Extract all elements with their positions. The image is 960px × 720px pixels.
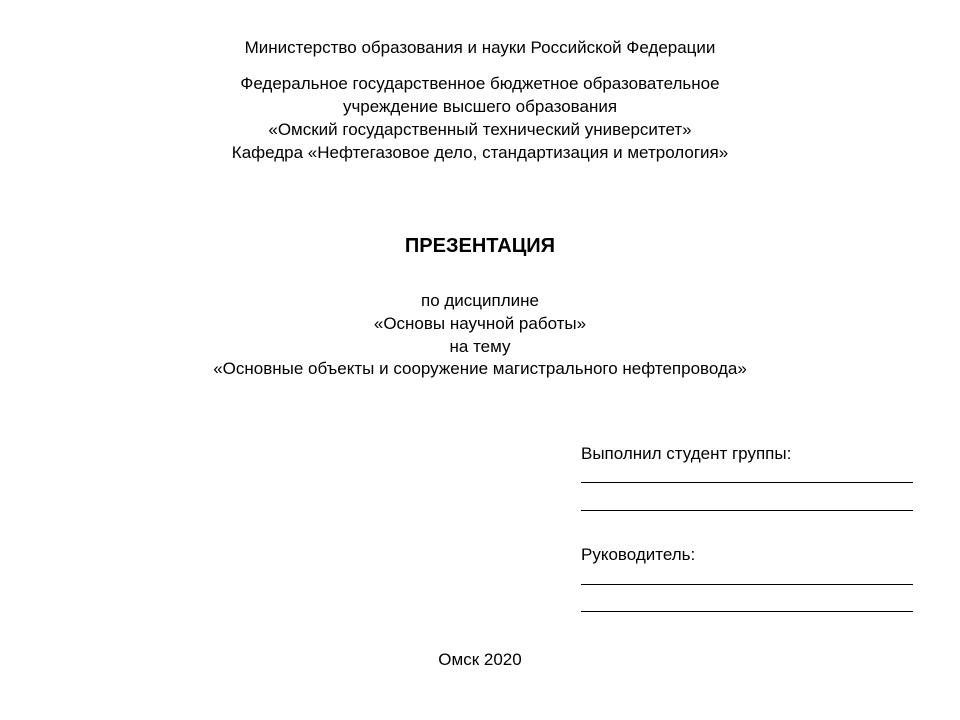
- department-name: Кафедра «Нефтегазовое дело, стандартизация и метрология»: [231, 143, 729, 162]
- city-year: Омск 2020: [438, 650, 522, 669]
- discipline-prefix: по дисциплине: [421, 291, 539, 310]
- supervisor-blank-line-2: [581, 611, 913, 612]
- institution-line-2: учреждение высшего образования: [342, 97, 618, 116]
- discipline-name: «Основы научной работы»: [373, 314, 587, 333]
- document-title: ПРЕЗЕНТАЦИЯ: [404, 235, 556, 257]
- supervisor-blank-line-1: [581, 584, 913, 585]
- topic-prefix: на тему: [449, 337, 511, 356]
- student-blank-line-2: [581, 510, 913, 511]
- university-name: «Омский государственный технический университет»: [268, 120, 692, 139]
- topic-name: «Основные объекты и сооружение магистрального нефтепровода»: [213, 359, 747, 378]
- supervisor-label: Руководитель:: [581, 545, 696, 564]
- student-blank-line-1: [581, 482, 913, 483]
- institution-line-1: Федеральное государственное бюджетное образовательное: [240, 74, 720, 93]
- student-label: Выполнил студент группы:: [581, 444, 792, 463]
- ministry-text: Министерство образования и науки Российской Федерации: [244, 38, 716, 57]
